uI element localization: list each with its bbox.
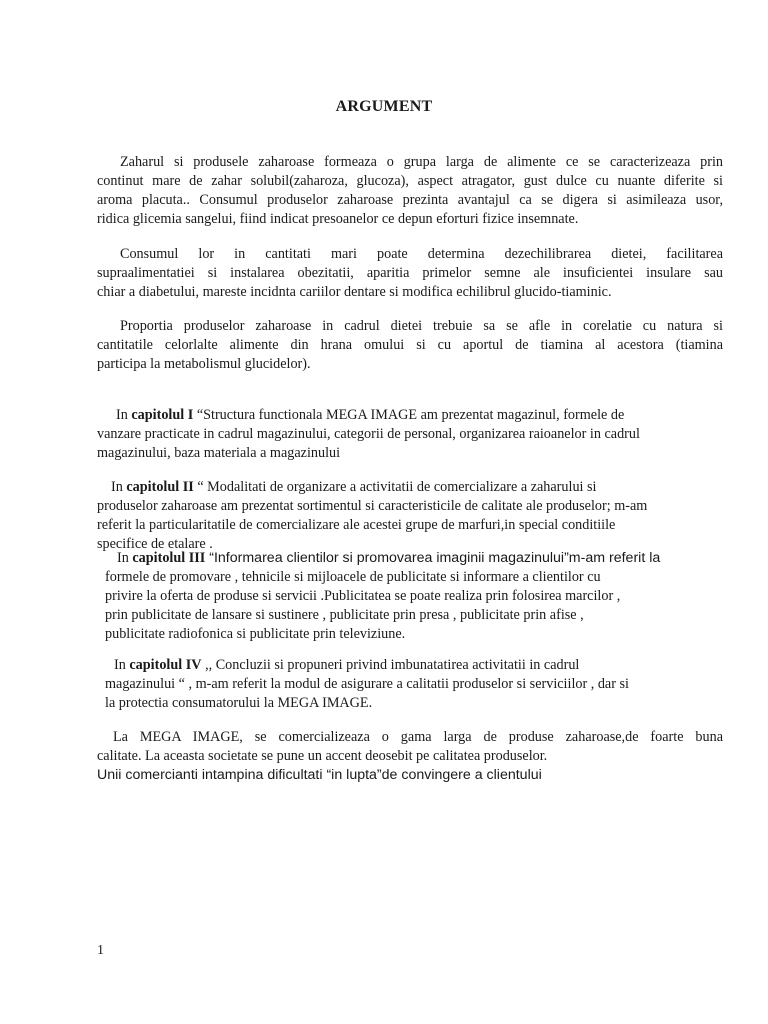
text-line: calitate. La aceasta societate se pune un accent deosebit pe calitatea produselor. [97,748,548,764]
text-line [97,478,697,497]
text-line: participa la metabolismul glucidelor). [97,356,311,372]
text-line: Zaharul si produsele zaharoase formeaza o grupa larga de alimente ce se caracterizeaza prin [120,154,723,170]
text-line: supraalimentatiei si instalarea obezitatii, aparitia primelor semne ale insuficientei insulare sau [97,265,723,281]
text-line: specifice de etalare . [97,536,213,552]
page-number: 1 [97,943,104,958]
text-line: prin publicitate de lansare si sustinere , publicitate prin presa , publicitate prin afise , [105,607,584,623]
paragraph-intro [97,153,723,229]
text-line: vanzare practicate in cadrul magazinului, categorii de personal, organizarea raioanelor in cadrul [97,426,640,442]
chapter-label: capitolul II [126,479,194,495]
paragraph-chapter-4 [105,656,695,713]
text-line: Consumul lor in cantitati mari poate determina dezechilibrarea dietei, facilitarea [120,246,723,262]
text-line: la protectia consumatorului la MEGA IMAGE. [105,695,373,711]
text-line: formele de promovare , tehnicile si mijloacele de publicitate si informare a clientilor cu [105,569,601,585]
chapter-label: capitolul IV [129,657,202,673]
chapter-text: “Structura functionala MEGA IMAGE am prezentat magazinul, formele de [193,407,625,423]
text-line: aroma placuta.. Consumul produselor zaharoase prezinta avantajul ca se digera si asimileaza usor, [97,192,723,208]
text-line [97,406,697,425]
paragraph-mega-image [97,728,723,785]
chapter-prefix: In [116,407,132,423]
text-line: ridica glicemia sangelui, fiind indicat presoanelor ce depun eforturi fizice insemnate. [97,211,579,227]
paragraph-chapter-3 [105,549,695,644]
chapter-text: ,, Concluzii si propuneri privind imbunatatirea activitatii in cadrul [201,657,580,673]
text-line: magazinului, baza materiala a magazinului [97,445,341,461]
text-line: Unii comercianti intampina dificultati “in lupta”de convingere a clientului [97,767,542,783]
paragraph-chapter-2 [97,478,697,554]
chapter-label: capitolul I [131,407,194,423]
document-title: ARGUMENT [335,98,433,115]
text-line: cantitatile celorlalte alimente din hrana omului si cu aportul de tiamina al acestora (tiamina [97,337,723,353]
text-line [105,656,695,675]
chapter-text: “Informarea clientilor si promovarea imaginii magazinului”m-am referit la [205,550,661,566]
chapter-text: “ Modalitati de organizare a activitatii de comercializare a zaharului si [193,479,597,495]
text-line: Proportia produselor zaharoase in cadrul dietei trebuie sa se afle in corelatie cu natura si [120,318,723,334]
text-line [105,549,695,568]
chapter-prefix: In [111,479,127,495]
chapter-prefix: In [117,550,133,566]
text-line: magazinului “ , m-am referit la modul de asigurare a calitatii produselor si serviciilor , dar si [105,676,629,692]
text-line: referit la particularitatile de comercializare ale acestei grupe de marfuri,in special conditiile [97,517,616,533]
text-line: chiar a diabetului, mareste incidnta cariilor dentare si modifica echilibrul glucido-tiaminic. [97,284,612,300]
text-line: La MEGA IMAGE, se comercializeaza o gama larga de produse zaharoase,de foarte buna [113,729,723,745]
text-line: continut mare de zahar solubil(zaharoza, glucoza), aspect atragator, gust dulce cu nuante diferite si [97,173,723,189]
chapter-label: capitolul III [132,550,206,566]
paragraph-proportion [97,317,723,374]
text-line: produselor zaharoase am prezentat sortimentul si caracteristicile de calitate ale produselor; m-am [97,498,648,514]
chapter-prefix: In [114,657,130,673]
paragraph-consumption [97,245,723,302]
paragraph-chapter-1 [97,406,697,463]
text-line: publicitate radiofonica si publicitate prin televiziune. [105,626,406,642]
text-line: privire la oferta de produse si servicii .Publicitatea se poate realiza prin folosirea marcilor , [105,588,621,604]
